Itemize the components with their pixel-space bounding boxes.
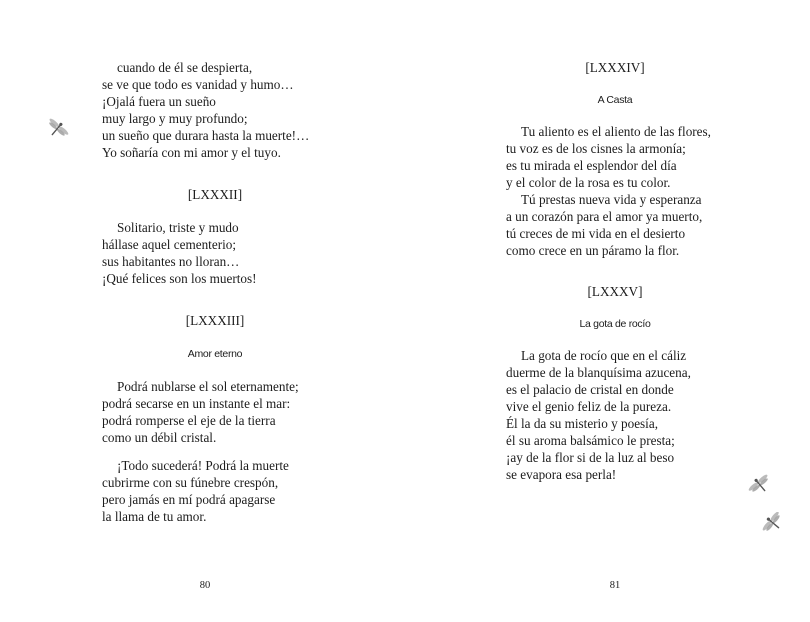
poem-line: un sueño que durara hasta la muerte!…: [102, 128, 310, 143]
poem-line: muy largo y muy profundo;: [102, 111, 248, 126]
poem-line: ¡ay de la flor si de la luz al beso: [506, 450, 675, 465]
poem-line: tú creces de mi vida en el desierto: [506, 226, 686, 241]
poem-line: a un corazón para el amor ya muerto,: [506, 209, 703, 224]
poem-line: tu voz es de los cisnes la armonía;: [506, 141, 686, 156]
poem-line: es el palacio de cristal en donde: [506, 382, 674, 397]
poem-number: [LXXXII]: [187, 187, 243, 202]
poem-line: Solitario, triste y mudo: [117, 220, 239, 235]
poem-line: él su aroma balsámico le presta;: [506, 433, 675, 448]
poem-line: duerme de la blanquísima azucena,: [506, 365, 691, 380]
poem-line: podrá romperse el eje de la tierra: [102, 413, 276, 428]
dragonfly-icon: [760, 512, 786, 534]
poem-line: La gota de rocío que en el cáliz: [521, 348, 687, 363]
poem-line: como crece en un páramo la flor.: [506, 243, 680, 258]
poem-line: como un débil cristal.: [102, 430, 217, 445]
poem-line: Tu aliento es el aliento de las flores,: [521, 124, 711, 139]
poem-number: [LXXXIV]: [585, 60, 645, 75]
poem-line: ¡Ojalá fuera un sueño: [102, 94, 216, 109]
poem-line: ¡Qué felices son los muertos!: [102, 271, 257, 286]
poem-line: Yo soñaría con mi amor y el tuyo.: [102, 145, 281, 160]
poem-line: la llama de tu amor.: [102, 509, 207, 524]
page-number: 81: [609, 580, 621, 591]
poem-line: se ve que todo es vanidad y humo…: [102, 77, 294, 92]
dragonfly-icon: [44, 118, 70, 140]
poem-line: sus habitantes no lloran…: [102, 254, 240, 269]
page-number: 80: [199, 580, 211, 591]
poem-line: hállase aquel cementerio;: [102, 237, 237, 252]
right-page: [405, 0, 810, 622]
poem-number: [LXXXIII]: [185, 313, 245, 328]
poem-line: cubrirme con su fúnebre crespón,: [102, 475, 279, 490]
poem-title: A Casta: [597, 94, 633, 106]
poem-line: cuando de él se despierta,: [117, 60, 253, 75]
poem-line: ¡Todo sucederá! Podrá la muerte: [117, 458, 289, 473]
poem-line: y el color de la rosa es tu color.: [506, 175, 671, 190]
poem-line: es tu mirada el esplendor del día: [506, 158, 677, 173]
poem-title: Amor eterno: [187, 348, 243, 360]
dragonfly-icon: [747, 474, 773, 496]
poem-line: Tú prestas nueva vida y esperanza: [521, 192, 702, 207]
poem-line: Podrá nublarse el sol eternamente;: [117, 379, 299, 394]
poem-line: podrá secarse en un instante el mar:: [102, 396, 291, 411]
poem-line: Él la da su misterio y poesía,: [506, 416, 658, 431]
poem-title: La gota de rocío: [579, 318, 651, 330]
poem-line: vive el genio feliz de la pureza.: [506, 399, 672, 414]
poem-line: pero jamás en mí podrá apagarse: [102, 492, 276, 507]
poem-number: [LXXXV]: [587, 284, 643, 299]
poem-line: se evapora esa perla!: [506, 467, 617, 482]
